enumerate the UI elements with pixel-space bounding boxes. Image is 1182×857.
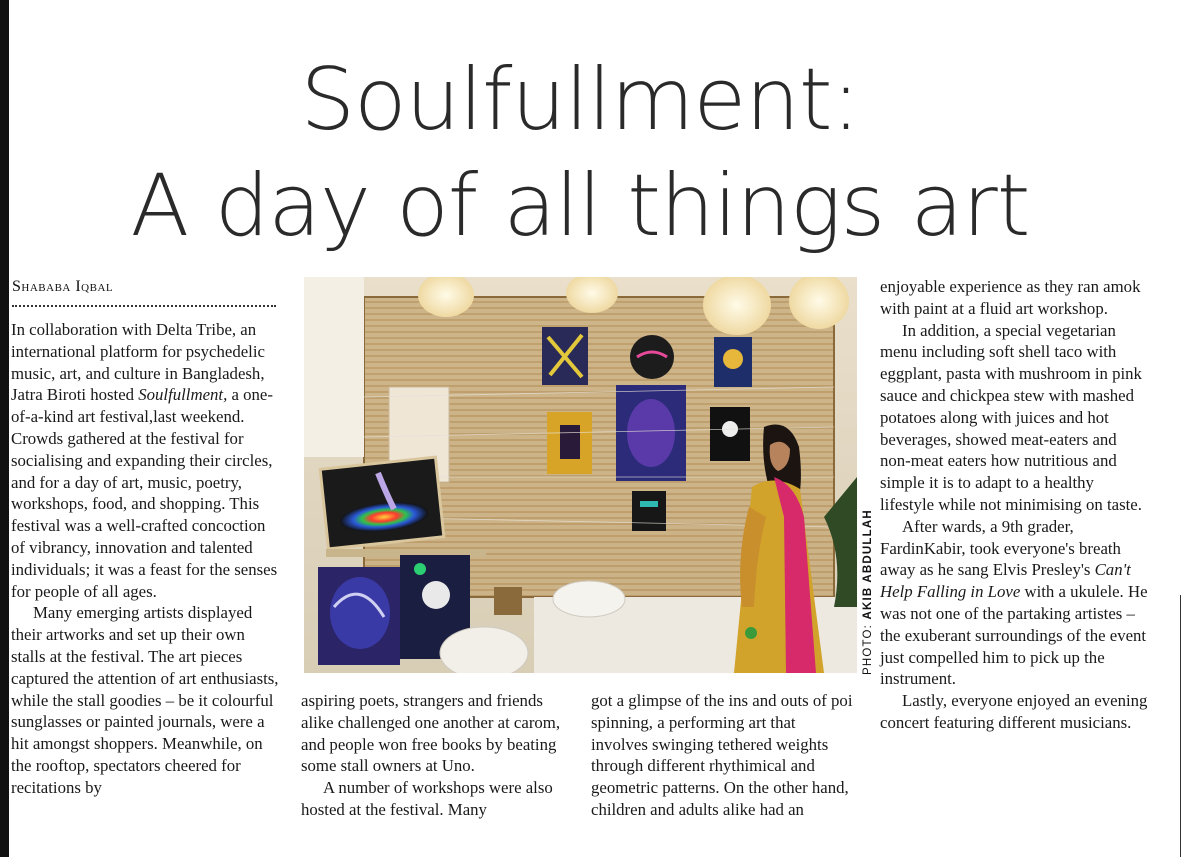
paragraph — [880, 516, 1150, 690]
photo-credit-name: AKIB ABDULLAH — [862, 509, 874, 620]
paragraph: Many emerging artists displayed their artworks and set up their own stalls at the festival. The art pieces captured the attention of art enthusiasts, while the stall goodies – be it colourful sunglasses or painted journals, were a hit amongst shoppers. Meanwhile, on the rooftop, spectators cheered for recitations by — [11, 603, 279, 797]
byline-dotted-rule — [12, 305, 276, 307]
headline-line-1: Soulfullment: — [300, 50, 860, 150]
article-column-3 — [591, 690, 853, 821]
photo-credit-label: PHOTO: — [862, 623, 874, 675]
paragraph: Lastly, everyone enjoyed an evening concert featuring different musicians. — [880, 691, 1148, 732]
paragraph: In addition, a special vegetarian menu including soft shell taco with eggplant, pasta with mushroom in pink sauce and chickpea stew with mashed potatoes along with juices and hot beverages, showed meat-eaters and non-meat eaters how nutritious and simple it is to adapt to a healthy lifestyle while not minimising on taste. — [880, 320, 1142, 514]
text-run: with a ukulele. He was not one of the partaking artistes – the exuberant surroundings of the event just compelled him to pick up the instrument. — [880, 582, 1148, 689]
headline-line-2: A day of all things art — [130, 156, 1030, 256]
paragraph: A number of workshops were also hosted at the festival. Many — [301, 778, 553, 819]
column-rule — [1180, 595, 1181, 857]
paragraph: aspiring poets, strangers and friends alike challenged one another at carom, and people won free books by beating some stall owners at Uno. — [301, 691, 561, 776]
text-run: a one-of-a-kind art festival,last weekend. Crowds gathered at the festival for socialising and expanding their circles, and for a day of art, music, poetry, workshops, food, and shopping. This festival was a well-crafted concoction of vibrancy, innovation and talented individuals; it was a feast for the senses for people of all ages. — [11, 385, 278, 601]
song-title: Can't Help Falling in Love — [880, 560, 1131, 602]
photo-credit — [860, 495, 876, 675]
paragraph: got a glimpse of the ins and outs of poi spinning, a performing art that involves swinging tethered weights through different rhythimical and geometric patterns. On the other hand, children and adults alike had an — [591, 691, 853, 819]
festival-name: Soulfullment, — [138, 385, 228, 405]
paragraph — [11, 319, 281, 602]
byline: Shababa Iqbal — [12, 278, 114, 295]
headline — [0, 48, 1160, 260]
paragraph: enjoyable experience as they ran amok with paint at a fluid art workshop. — [880, 277, 1141, 318]
article-column-1 — [11, 319, 281, 799]
article-column-2 — [301, 690, 563, 821]
festival-photo — [304, 277, 857, 673]
article-column-4 — [880, 276, 1150, 734]
text-run: After wards, a 9th grader, FardinKabir, took everyone's breath away as he sang Elvis Presley's — [880, 516, 1121, 580]
text-run: In collaboration with Delta Tribe, an international platform for psychedelic music, art, and culture in Bangladesh, Jatra Biroti hosted — [11, 320, 265, 405]
